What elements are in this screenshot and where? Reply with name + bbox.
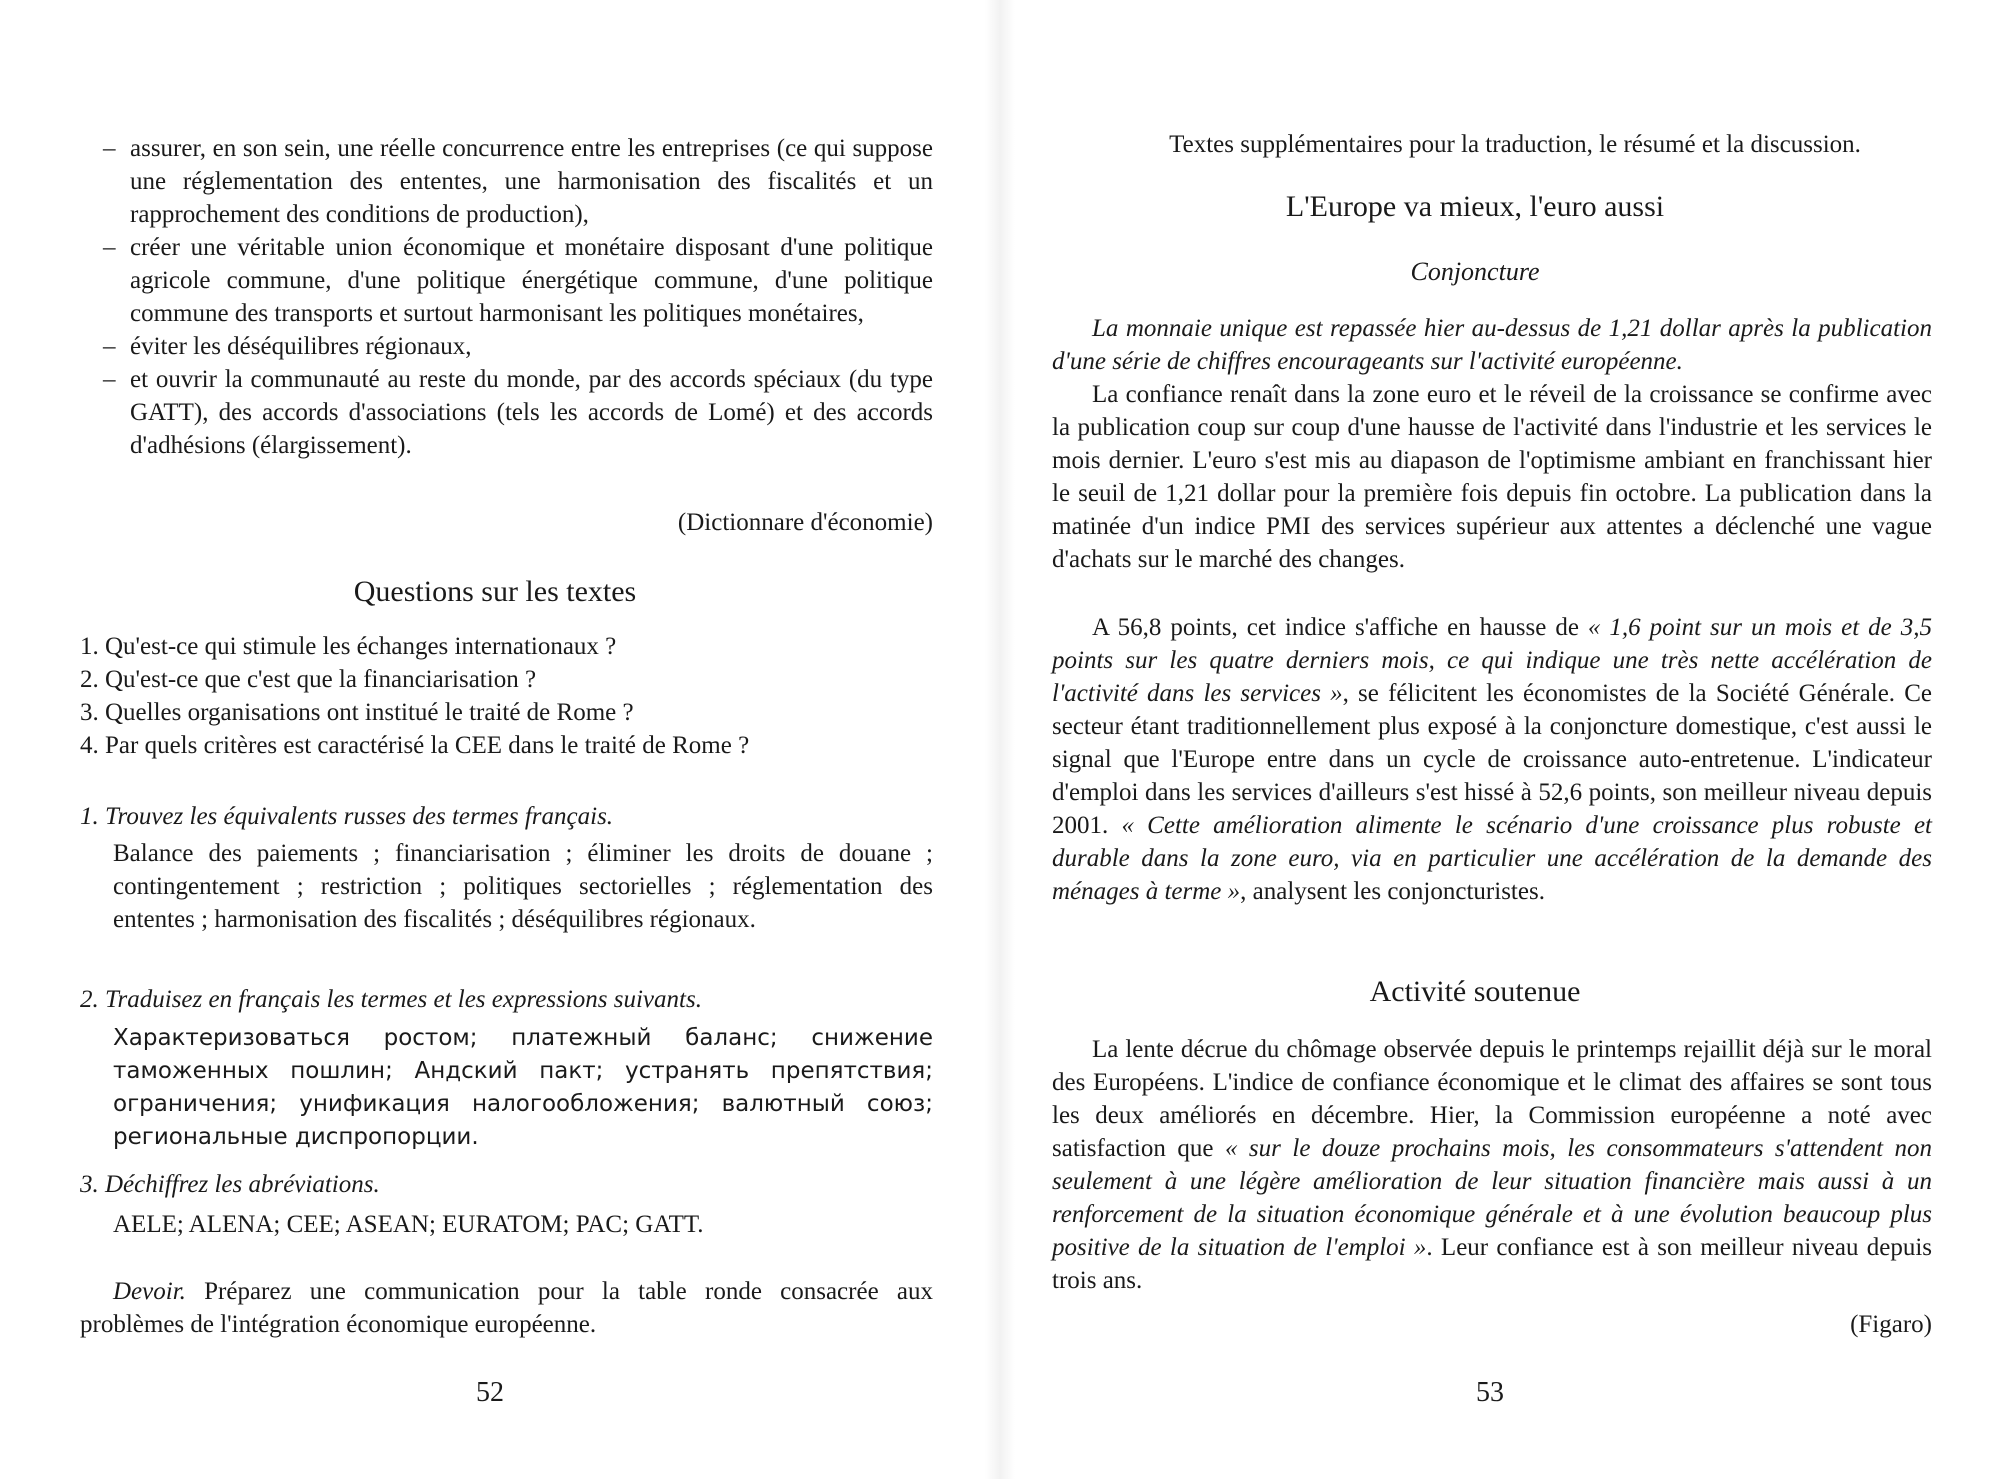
devoir-text: Préparez une communication pour la table ronde consacrée aux problèmes de l'intégration économique européenne. (80, 1278, 933, 1338)
article-paragraph-1: La confiance renaît dans la zone euro et le réveil de la croissance se confirme avec la publication coup sur coup d'une hausse de l'activité dans l'industrie et les services le mois dernier. L'euro s'est mis au diapason de l'optimisme ambiant en franchissant hier le seuil de 1,21 dollar pour la première fois depuis fin octobre. La publication dans la matinée d'un indice PMI des services supérieur aux attentes a déclenché une vague d'achats sur le marché des changes. (1052, 381, 1932, 573)
exercise-2-title: 2. Traduisez en français les termes et les expressions suivants. (80, 986, 702, 1013)
article-title: L'Europe va mieux, l'euro aussi (1285, 190, 1665, 223)
page-number: 52 (476, 1377, 504, 1408)
text-run: , se félicitent les économistes de la Société Générale. Ce secteur étant traditionnellement plus exposé à la conjoncture domestique, c'est aussi le signal que l'Europe entre dans un cycle de croissance auto-entretenue. L'indicateur d'emploi dans les services d'ailleurs s'est hissé à 52,6 points, son meilleur niveau depuis 2001. (1052, 680, 1932, 839)
quote-run: « Cette amélioration alimente le scénario d'une croissance plus robuste et durable dans la zone euro, via en particulier une accélération de la demande des ménages à terme » (1052, 812, 1932, 905)
source-citation: (Figaro) (1850, 1311, 1932, 1338)
exercise-1-body: Balance des paiements ; financiarisation ; éliminer les droits de douane ; contingentement ; restriction ; politiques sectorielles ; réglementation des ententes ; harmonisation des fiscalités ; déséquilibres régionaux. (113, 840, 933, 933)
article-paragraph-3 (1052, 1033, 1932, 1297)
devoir-paragraph (80, 1275, 933, 1341)
exercise-1-title: 1. Trouvez les équivalents russes des termes français. (80, 803, 614, 830)
list-item: – assurer, en son sein, une réelle concurrence entre les entreprises (ce qui suppose une réglementation des ententes, une harmonisation des fiscalités et un rapprochement des conditions de production), (103, 132, 933, 231)
right-page (1000, 0, 2000, 1479)
question-item: 1. Qu'est-ce qui stimule les échanges internationaux ? (80, 633, 617, 660)
exercise-3-body: AELE; ALENA; CEE; ASEAN; EURATOM; PAC; GATT. (113, 1211, 704, 1238)
question-item: 4. Par quels critères est caractérisé la CEE dans le traité de Rome ? (80, 732, 750, 759)
source-citation: (Dictionnare d'économie) (677, 509, 933, 536)
text-run: La lente décrue du chômage observée depuis le printemps rejaillit déjà sur le moral des Européens. L'indice de confiance économique et le climat des affaires se sont tous les deux améliorés en décembre. Hier, la Commission européenne a noté avec satisfaction que (1052, 1036, 1932, 1162)
section-heading: Activité soutenue (1369, 975, 1581, 1008)
rubric: Conjoncture (1410, 257, 1540, 286)
question-item: 3. Quelles organisations ont institué le traité de Rome ? (80, 699, 634, 726)
questions-list (80, 630, 940, 762)
article-lead: La monnaie unique est repassée hier au-dessus de 1,21 dollar après la publication d'une série de chiffres encourageants sur l'activité européenne. (1052, 315, 1932, 375)
supplementary-heading: Textes supplémentaires pour la traduction, le résumé et la discussion. (1169, 131, 1861, 158)
question-item: 2. Qu'est-ce que c'est que la financiarisation ? (80, 666, 537, 693)
exercise-2-body: Характеризоваться ростом; платежный баланс; снижение таможенных пошлин; Андский пакт; устранять препятствия; ограничения; унификация налогообложения; валютный союз; региональные диспропорции. (113, 1025, 933, 1150)
exercise-3-title: 3. Déchiffrez les abréviations. (80, 1171, 380, 1198)
list-item: – créer une véritable union économique et monétaire disposant d'une politique agricole commune, d'une politique énergétique commune, d'une politique commune des transports et surtout harmonisant les politiques monétaires, (103, 231, 933, 330)
list-item: – et ouvrir la communauté au reste du monde, par des accords spéciaux (du type GATT), des accords d'associations (tels les accords de Lomé) et des accords d'adhésions (élargissement). (103, 363, 933, 462)
text-run: A 56,8 points, cet indice s'affiche en hausse de (1092, 614, 1588, 641)
text-run: , analysent les conjoncturistes. (1240, 878, 1545, 905)
page-number: 53 (1476, 1377, 1504, 1408)
quote-run: « sur le douze prochains mois, les consommateurs s'attendent non seulement à une légère amélioration de leur situation financière mais aussi à un renforcement de la situation économique générale et à une évolution beaucoup plus positive de la situation de l'emploi » (1052, 1135, 1933, 1261)
quote-run: « 1,6 point sur un mois et de 3,5 points sur les quatre derniers mois, ce qui indique une très nette accélération de l'activité dans les services » (1052, 614, 1933, 707)
text-run: . Leur confiance est à son meilleur niveau depuis trois ans. (1052, 1234, 1933, 1294)
questions-heading: Questions sur les textes (353, 575, 637, 608)
objectives-list (103, 132, 933, 462)
list-item: – éviter les déséquilibres régionaux, (103, 330, 933, 363)
article-paragraph-2 (1052, 611, 1932, 908)
devoir-label: Devoir. (113, 1278, 186, 1305)
